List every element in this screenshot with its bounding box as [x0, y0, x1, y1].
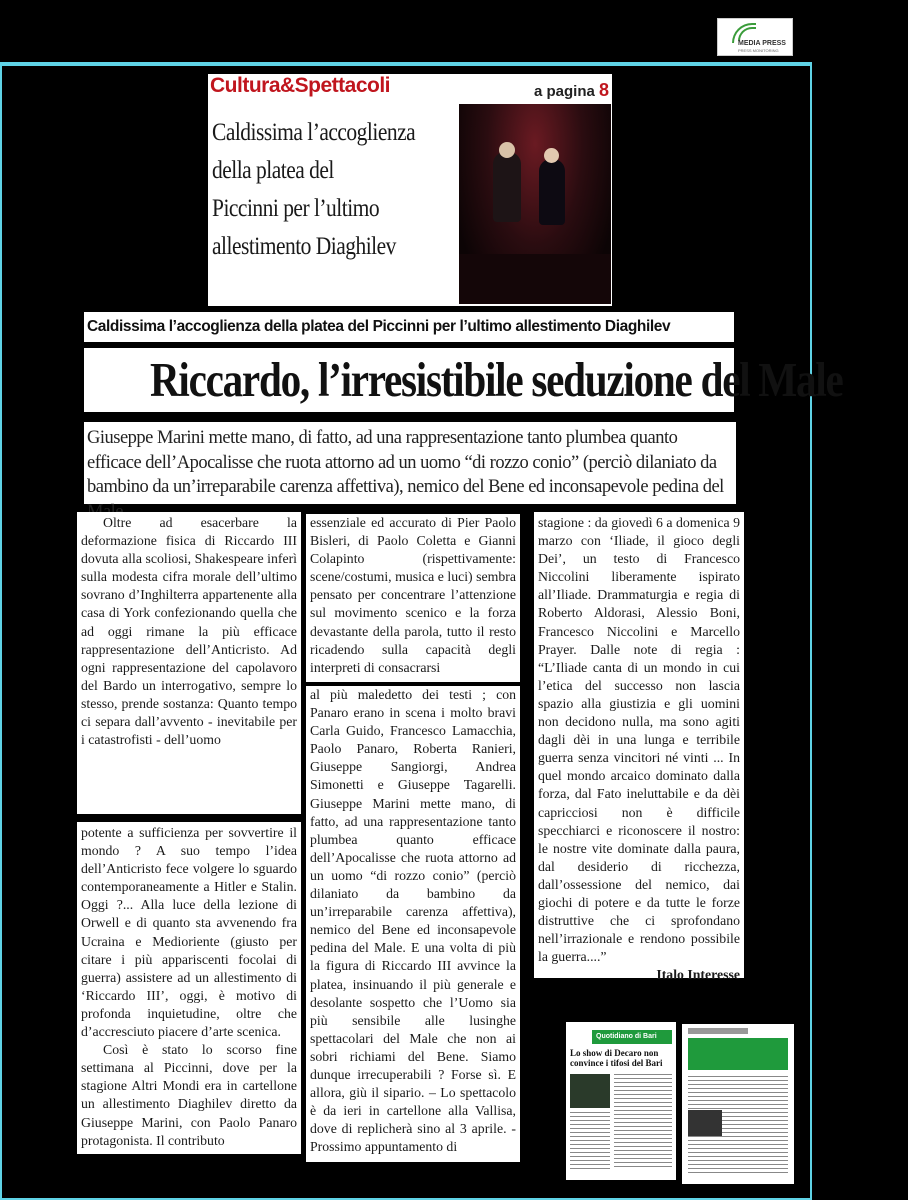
teaser-headline-line: Caldissima l’accoglienza	[212, 119, 416, 146]
logo-tagline: PRESS MONITORING	[738, 48, 779, 53]
media-press-logo	[717, 18, 793, 56]
thumbnail-headline: Lo show di Decaro non convince i tifosi del Bari	[570, 1048, 663, 1068]
article-headline	[84, 348, 843, 412]
page-ref-label: a pagina	[534, 83, 595, 100]
thumbnail-masthead: Quotidiano di Bari	[592, 1030, 672, 1044]
teaser-headline-line: della platea del	[212, 157, 334, 184]
thumbnail-photo	[570, 1074, 610, 1108]
logo-name: MEDIA PRESS	[738, 40, 786, 47]
front-page-teaser	[208, 74, 612, 306]
actor-figure	[539, 159, 565, 225]
top-bar	[0, 0, 812, 64]
column-3	[534, 512, 744, 983]
thumbnail-text-lines	[570, 1112, 610, 1172]
thumbnail-header	[688, 1028, 748, 1034]
stage-floor	[459, 254, 611, 304]
column-2-top	[306, 514, 520, 682]
paragraph: stagione : da giovedì 6 a domenica 9 marzo con ‘Iliade, il gioco degli Dei’, un testo di Francesco Niccolini liberamente ispirato all’Iliade. Drammaturgia e regia di Roberto Aldorasi, Alessio Boni, Francesco Niccolini e Marcello Prayer. Dalle note di regia : “L’Iliade canta di un mondo in cui l’etica del successo non lascia spazio alla giustizia e gli uomini non decidono nulla, ma sono agiti dagli dèi in una lunga e terribile guerra senza vincitori né vinti ... In quel mondo arcaico dominato dalla forza, dal Fato ineluttabile e da dèi capricciosi non è difficile specchiarci e riconoscere il nostro: le nostre vite dominate dalla paura, dal desiderio di ricchezza, dall’ossessione del nemico, dai giochi di potere e da tutte le forze distruttive che ci sprofondano nell’irrazionale e rendono possibile la guerra....”	[538, 515, 740, 965]
thumbnail-photo	[688, 1110, 722, 1136]
column-2-bottom	[306, 686, 520, 1162]
thumbnail-text-lines	[614, 1074, 672, 1170]
column-1-top	[77, 512, 301, 814]
paragraph: Oltre ad esacerbare la deformazione fisica di Riccardo III dovuta alla scoliosi, Shakespeare inferì sulla modesta cifra morale dell’ultimo sovrano d’Inghilterra appartenente alla casa di York confezionando quella che ad oggi rimane la più efficace rappresentazione dell’Anticristo. Ad ogni rappresentazione del capolavoro del Bardo un interrogativo, sempre lo stesso, prende sostanza: Quanto tempo ci separa dall’avvento - inevitabile per i catastrofisti - dell’uomo	[81, 515, 297, 748]
stage-photo	[459, 104, 611, 304]
article-kicker: Caldissima l’accoglienza della platea del Piccinni per l’ultimo allestimento Diaghilev	[84, 312, 734, 342]
author-signature: Italo Interesse	[656, 967, 740, 983]
teaser-headline-line: allestimento Diaghilev	[212, 233, 396, 260]
page-reference	[534, 80, 609, 101]
section-label: Cultura&Spettacoli	[210, 74, 391, 97]
front-page-thumbnail	[566, 1022, 676, 1180]
article-page-thumbnail	[682, 1024, 794, 1184]
page-ref-number: 8	[599, 80, 610, 100]
article-standfirst: Giuseppe Marini mette mano, di fatto, ad una rappresentazione tanto plumbea quanto efficace dell’Apocalisse che ruota attorno ad un uomo “di rozzo conio” (perciò dilaniato da bambino da un’irreparabile carenza affettiva), nemico del Bene ed inconsapevole pedina del	[84, 422, 736, 504]
thumbnail-green-block	[688, 1038, 788, 1070]
paragraph: Così è stato lo scorso fine settimana al Piccinni, dove per la stagione Altri Mondi era in cartellone un allestimento Diaghilev diretto da Giuseppe Marini, con Paolo Panaro protagonista. Il contributo	[81, 1042, 297, 1148]
paragraph: essenziale ed accurato di Pier Paolo Bisleri, di Paolo Coletta e Gianni Colapinto (rispettivamente: scene/costumi, musica e luci) sembra pensato per concentrare l’attenzione sul movimento scenico e la forza devastante della parola, tutto il resto ricadendo sulla capacità degli interpreti di consacrarsi	[310, 515, 516, 675]
teaser-headline-line: Piccinni per l’ultimo	[212, 195, 380, 222]
column-1-bottom	[77, 822, 301, 1154]
actor-head	[544, 148, 559, 163]
actor-figure	[493, 152, 521, 222]
article-headline-text: Riccardo, l’irresistibile seduzione del Male	[149, 352, 843, 407]
paragraph: al più maledetto dei testi ; con Panaro erano in scena i molto bravi Carla Guido, Francesco Lamacchia, Paolo Panaro, Roberta Ranieri, Giuseppe Sangiorgi, Andrea Simonetti e Giuseppe Tagarelli. Giuseppe Marini mette mano, di fatto, ad una rappresentazione tanto plumbea quanto efficace dell’Apocalisse che ruota attorno ad un uomo “di rozzo conio” (perciò dilaniato da bambino da un’irreparabile carenza affettiva), nemico del Bene ed inconsapevole pedina del Male. E una volta di più la figura di Riccardo III avvince la platea, insinuando il più generale e desolante sospetto che l’Uomo sia più sensibile alle lusinghe spettacolari del Male che non ai sobri richiami del Bene. Siamo dunque irrecuperabili ? Forse sì. E allora, giù il sipario. – Lo spettacolo è da ieri in cartellone alla Vallisa, dove di replicherà sino al 3 aprile. - Prossimo appuntamento di	[310, 687, 516, 1155]
teaser-headline	[212, 114, 453, 266]
actor-head	[499, 142, 515, 158]
paragraph: potente a sufficienza per sovvertire il mondo ? A suo tempo l’idea dell’Anticristo fece volgere lo sguardo contemporaneamente a Hitler e Stalin. Oggi ?... Alla luce della lezione di Orwell e di quanto sta avvenendo fra Ucraina e Medioriente (giusto per citare i più appariscenti focolai di guerra) assistere ad un allestimento di ‘Riccardo III’, oggi, è motivo di profonda inquietudine, oltre che d’accresciuto piacere d’arte scenica.	[81, 825, 297, 1040]
